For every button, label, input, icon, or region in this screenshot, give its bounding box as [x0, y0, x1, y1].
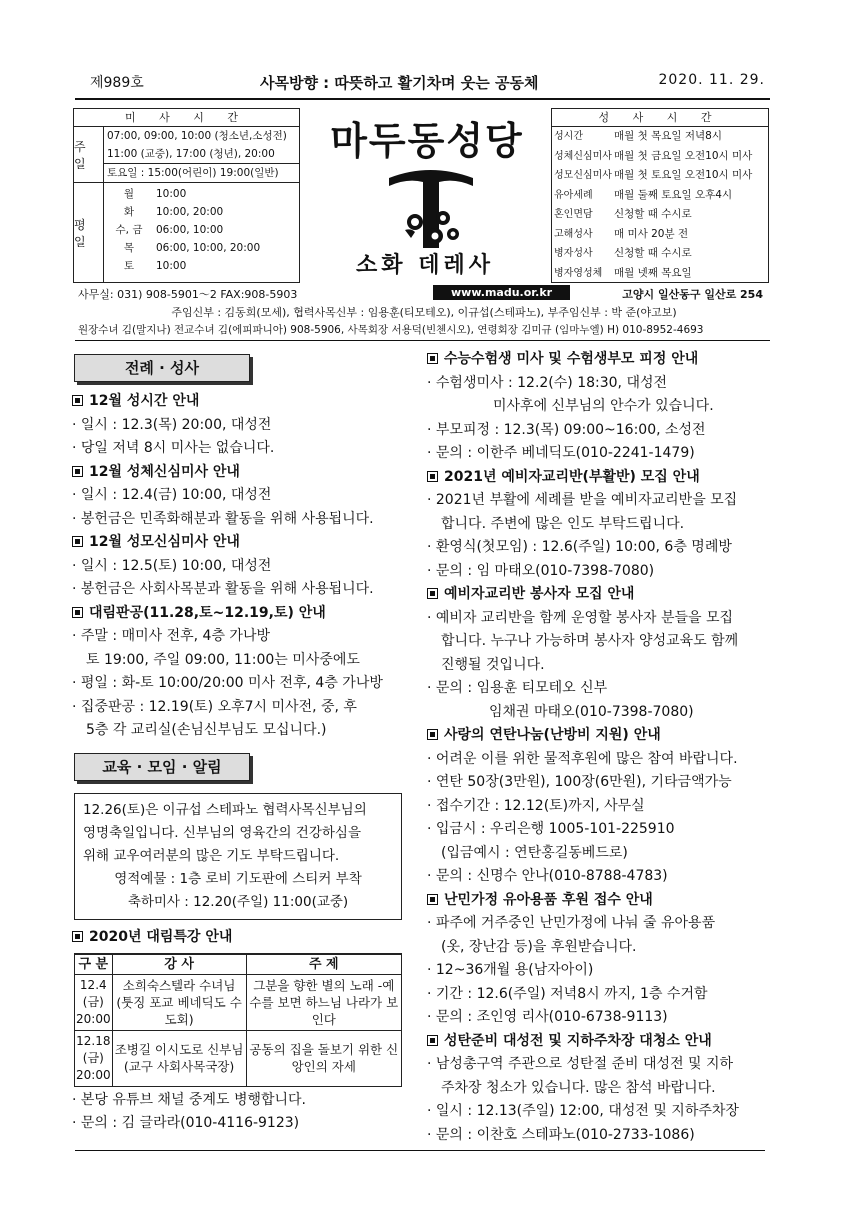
- notice-line: 12.26(토)은 이규섭 스테파노 협력사목신부님의: [83, 801, 367, 818]
- section-title: 2020년 대림특강 안내: [72, 926, 417, 950]
- section-line: · 집중판공 : 12.19(토) 오후7시 미사전, 중, 후: [72, 698, 357, 715]
- sacrament-schedule-box: [551, 108, 769, 283]
- section-line: · 일시 : 12.13(주일) 12:00, 대성전 및 지하주차장: [427, 1103, 739, 1119]
- notice-line: 위해 교우여러분의 많은 기도 부탁드립니다.: [83, 847, 340, 864]
- mass-schedule-box: [73, 108, 300, 283]
- lecture-topic: 공동의 집을 돌보기 위한 신앙인의 자세: [246, 1030, 401, 1086]
- section-line: · 파주에 거주중인 난민가정에 나눠 줄 유아용품: [427, 915, 716, 931]
- section-line: · 문의 : 이찬호 스테파노(010-2733-1086): [427, 1126, 695, 1143]
- sacrament-schedule-title: 성 사 시 간: [552, 109, 768, 127]
- mass-schedule-title: 미 사 시 간: [74, 109, 299, 127]
- notice-line: 축하미사 : 12.20(주일) 11:00(교중): [127, 893, 349, 910]
- section-line: · 남성총구역 주관으로 성탄절 준비 대성전 및 지하: [427, 1056, 734, 1072]
- pastoral-motto: 사목방향 : 따뜻하고 활기차며 웃는 공동체: [260, 74, 539, 92]
- table-row: [75, 1030, 402, 1086]
- bullet-square-icon: [427, 353, 438, 364]
- contact-line: [78, 286, 768, 302]
- section-line: · 예비자 교리반을 함께 운영할 봉사자 분들을 모집: [427, 609, 734, 626]
- parish-title: 마두동성당: [330, 119, 524, 163]
- bullet-square-icon: [427, 729, 438, 740]
- lecture-speaker: 소희숙스텔라 수녀님 (툿징 포교 베네딕도 수도회): [112, 974, 246, 1030]
- cross-roses-logo-icon: [375, 160, 487, 252]
- section-line: · 문의 : 임용훈 티모테오 신부: [427, 680, 608, 696]
- section-title: 난민가정 유아용품 후원 접수 안내: [427, 889, 772, 913]
- section-line: (입금예시 : 연탄홍길동베드로): [441, 844, 628, 861]
- sunday-line: 11:00 (교중), 17:00 (청년), 20:00: [107, 148, 275, 160]
- issue-number: 제989호: [90, 75, 144, 91]
- section-line: · 환영식(첫모임) : 12.6(주일) 10:00, 6층 명례방: [427, 539, 732, 555]
- divider: [75, 340, 770, 341]
- section-line: · 어려운 이를 위한 물적후원에 많은 참여 바랍니다.: [427, 750, 738, 767]
- section-title: 12월 성체신심미사 안내: [72, 461, 417, 485]
- website-link[interactable]: www.madu.or.kr: [433, 285, 570, 300]
- bullet-square-icon: [72, 536, 83, 547]
- sacrament-row: 성모신심미사 매월 첫 토요일 오전10시 미사: [554, 169, 753, 181]
- section-line: · 문의 : 조인영 리사(010-6738-9113): [427, 1009, 668, 1025]
- section-line: · 기간 : 12.6(주일) 저녁8시 까지, 1층 수거함: [427, 985, 708, 1002]
- weekday-item: 월 10:00: [123, 188, 187, 200]
- top-bar: [90, 72, 765, 94]
- clergy-line: 주임신부 : 김동희(모세), 협력사목신부 : 임용훈(티모테오), 이규섭(스테파노), 부주임신부 : 박 준(야고보): [171, 306, 677, 319]
- weekday-item: 토 10:00: [123, 260, 187, 272]
- sacrament-row: 성체신심미사 매월 첫 금요일 오전10시 미사: [554, 149, 753, 162]
- lecture-date: 12.18 (금) 20:00: [75, 1030, 113, 1086]
- section-line: 합니다. 주변에 많은 인도 부탁드립니다.: [441, 515, 685, 532]
- sacrament-row: 유아세례 매월 둘째 토요일 오후4시: [554, 188, 733, 201]
- divider: [75, 1150, 765, 1151]
- lecture-speaker: 조병길 이시도로 신부님 (교구 사회사목국장): [112, 1030, 246, 1086]
- category-heading: 교육 · 모임 · 알림: [74, 753, 250, 781]
- section-line: · 입금시 : 우리은행 1005-101-225910: [427, 821, 675, 837]
- table-header: 강 사: [112, 954, 246, 974]
- sacrament-row: 병자영성체 매월 넷째 목요일: [554, 266, 692, 279]
- lecture-date: 12.4 (금) 20:00: [75, 974, 113, 1030]
- section-line: 5층 각 교리실(손님신부님도 모십니다.): [86, 722, 327, 738]
- section-line: · 문의 : 임 마태오(010-7398-7080): [427, 562, 655, 579]
- section-line: · 수험생미사 : 12.2(수) 18:30, 대성전: [427, 374, 668, 391]
- section-line: · 평일 : 화-토 10:00/20:00 미사 전후, 4층 가나방: [72, 675, 383, 691]
- bullet-square-icon: [427, 894, 438, 905]
- lecture-table: [74, 953, 402, 1087]
- weekday-item: 수, 금 06:00, 10:00: [115, 224, 224, 236]
- table-row: [75, 974, 402, 1030]
- section-line: · 부모피정 : 12.3(목) 09:00~16:00, 소성전: [427, 421, 706, 438]
- section-title: 2021년 예비자교리반(부활반) 모집 안내: [427, 466, 772, 490]
- weekday-item: 목 06:00, 10:00, 20:00: [123, 242, 261, 254]
- bullet-square-icon: [72, 931, 83, 942]
- patron-saint-subtitle: 소화 데레사: [356, 253, 494, 278]
- table-header: 구 분: [75, 954, 113, 974]
- section-line: · 당일 저녁 8시 미사는 없습니다.: [72, 440, 275, 456]
- issue-date: 2020. 11. 29.: [658, 72, 765, 88]
- notice-line: 영명축일입니다. 신부님의 영육간의 건강하심을: [83, 824, 361, 841]
- section-title: 수능수험생 미사 및 수험생부모 피정 안내: [427, 348, 772, 372]
- category-heading: 전례 · 성사: [74, 354, 250, 382]
- section-line: · 문의 : 김 글라라(010-4116-9123): [72, 1115, 300, 1131]
- notice-line: 영적예물 : 1층 로비 기도판에 스티커 부착: [114, 870, 362, 887]
- bullet-square-icon: [72, 607, 83, 618]
- bullet-square-icon: [72, 395, 83, 406]
- sunday-row: [74, 127, 299, 183]
- weekday-row: [74, 183, 299, 282]
- address: 고양시 일산동구 일산로 254: [622, 288, 763, 301]
- sacrament-row: 혼인면담 신청할 때 수시로: [554, 208, 692, 220]
- section-title: 12월 성시간 안내: [72, 390, 417, 414]
- section-line: · 봉헌금은 사회사목분과 활동을 위해 사용됩니다.: [72, 581, 374, 597]
- section-title: 사랑의 연탄나눔(난방비 지원) 안내: [427, 724, 772, 748]
- section-line: · 문의 : 신명수 안나(010-8788-4783): [427, 868, 668, 884]
- section-line: · 본당 유튜브 채널 중계도 병행합니다.: [72, 1091, 307, 1108]
- sacrament-row: 성시간 매월 첫 목요일 저녁8시: [554, 130, 722, 142]
- section-title: 예비자교리반 봉사자 모집 안내: [427, 583, 772, 607]
- section-line: · 주말 : 매미사 전후, 4층 가나방: [72, 628, 270, 644]
- section-line: 주차장 청소가 있습니다. 많은 참석 바랍니다.: [441, 1079, 716, 1096]
- section-line: · 일시 : 12.4(금) 10:00, 대성전: [72, 487, 272, 503]
- section-title: 대림판공(11.28,토~12.19,토) 안내: [72, 602, 417, 626]
- section-line: · 접수기간 : 12.12(토)까지, 사무실: [427, 797, 645, 814]
- bullet-square-icon: [427, 588, 438, 599]
- section-title: 12월 성모신심미사 안내: [72, 531, 417, 555]
- bullet-square-icon: [72, 466, 83, 477]
- sunday-line: 07:00, 09:00, 10:00 (청소년,소성전): [107, 130, 287, 142]
- section-line: · 연탄 50장(3만원), 100장(6만원), 기타금액가능: [427, 774, 732, 790]
- sacrament-row: 고해성사 매 미사 20분 전: [554, 227, 689, 240]
- section-line: 토 19:00, 주일 09:00, 11:00는 미사중에도: [86, 651, 360, 668]
- weekday-item: 화 10:00, 20:00: [123, 206, 224, 218]
- section-line: · 12~36개월 용(남자아이): [427, 962, 594, 978]
- sunday-label: 주 일: [74, 127, 104, 182]
- right-column: [427, 348, 772, 1147]
- section-line: (옷, 장난감 등)을 후원받습니다.: [441, 938, 637, 955]
- table-header: 주 제: [246, 954, 401, 974]
- section-line: · 일시 : 12.3(목) 20:00, 대성전: [72, 416, 272, 433]
- bullet-square-icon: [427, 1035, 438, 1046]
- lecture-topic: 그분을 향한 별의 노래 -예수를 보면 하느님 나라가 보인다: [246, 974, 401, 1030]
- left-column: [72, 352, 417, 1136]
- section-line: 합니다. 누구나 가능하며 봉사자 양성교육도 함께: [441, 633, 739, 649]
- section-line: 진행될 것입니다.: [441, 656, 545, 673]
- section-line: 미사후에 신부님의 안수가 있습니다.: [493, 398, 714, 414]
- saturday-line: 토요일 : 15:00(어린이) 19:00(일반): [104, 163, 299, 181]
- feast-notice-box: [74, 793, 402, 920]
- section-line: · 2021년 부활에 세례를 받을 예비자교리반을 모집: [427, 492, 738, 508]
- sacrament-row: 병자성사 신청할 때 수시로: [554, 247, 692, 259]
- section-line: 임채권 마태오(010-7398-7080): [489, 703, 694, 720]
- divider: [75, 98, 770, 100]
- section-line: · 일시 : 12.5(토) 10:00, 대성전: [72, 557, 272, 574]
- office-phone: 사무실: 031) 908-5901～2 FAX:908-5903: [78, 288, 298, 301]
- section-line: · 문의 : 이한주 베네딕도(010-2241-1479): [427, 445, 695, 461]
- section-line: · 봉헌금은 민족화해분과 활동을 위해 사용됩니다.: [72, 510, 374, 527]
- weekday-label: 평 일: [74, 183, 104, 282]
- bullet-square-icon: [427, 471, 438, 482]
- section-title: 성탄준비 대성전 및 지하주차장 대청소 안내: [427, 1030, 772, 1054]
- staff-line: 원장수녀 김(말지나) 전교수녀 김(에피파니아) 908-5906, 사목회장 서용덕(빈첸시오), 연령회장 김미규 (임마누엘) H) 010-8952-4693: [78, 324, 704, 336]
